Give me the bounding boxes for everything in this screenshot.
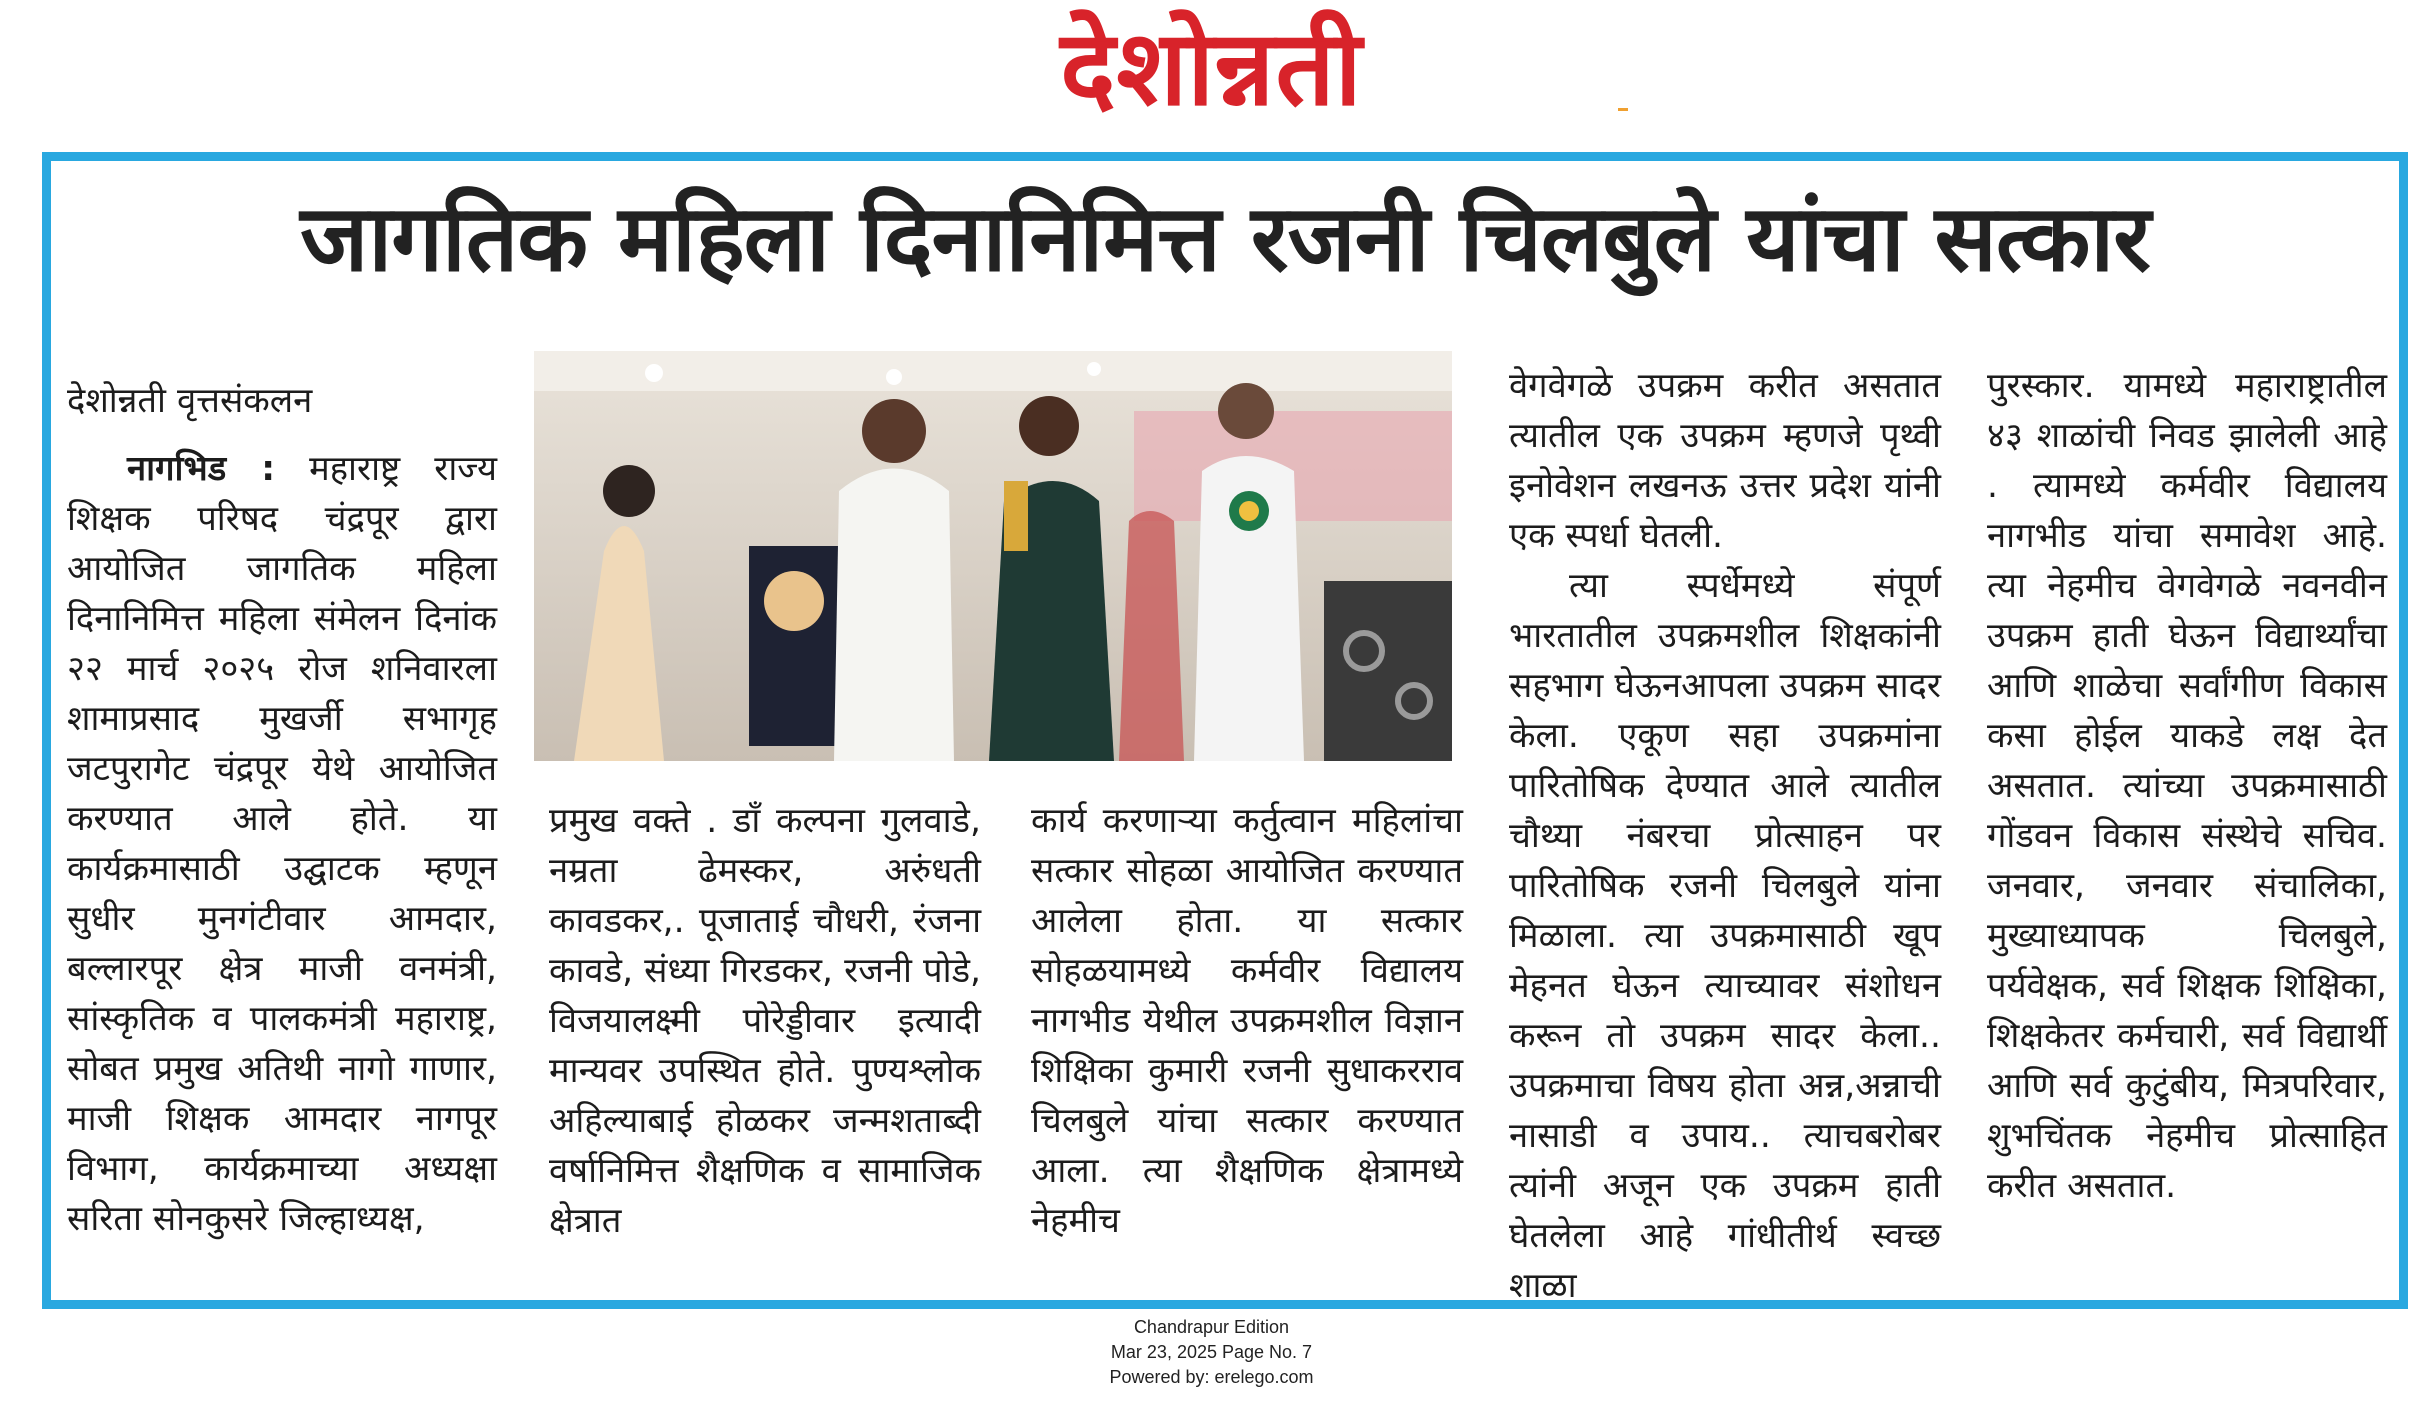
edition-label: Chandrapur Edition: [1133, 1317, 1290, 1337]
article-column-2: [549, 796, 981, 1246]
date-page-label: Mar 23, 2025 Page No. 7: [1110, 1342, 1313, 1362]
column-4-paragraph-1: वेगवेगळे उपक्रम करीत असतात त्यातील एक उपक्रम म्हणजे पृथ्वी इनोवेशन लखनऊ उत्तर प्रदेश यांनी एक स्पर्धा घेतली.: [1509, 366, 1941, 556]
felicitation-photo-image: [534, 351, 1452, 761]
article-column-3: [1031, 796, 1463, 1246]
article-photo: [534, 351, 1452, 761]
article-column-4: [1509, 361, 1941, 1311]
page-footer: [0, 1315, 2423, 1390]
article-dateline: नागभिड :: [127, 449, 276, 489]
article-byline: देशोन्नती वृत्तसंकलन: [67, 381, 313, 421]
column-2-text: प्रमुख वक्ते . डॉं कल्पना गुलवाडे, नम्रता ढेमस्कर, अरुंधती कावडकर,. पूजाताई चौधरी, रंजना कावडे, संध्या गिरडकर, रजनी पोडे, विजयालक्ष्मी पोरेड्डीवार इत्यादी मान्यवर उपस्थित होते. पुण्यश्लोक अहिल्याबाई होळकर जन्मशताब्दी वर्षानिमित्त शैक्षणिक व सामाजिक क्षेत्रात: [549, 801, 981, 1241]
article-paragraph: [67, 444, 497, 1244]
article-column-1: [67, 376, 497, 1244]
newspaper-logo: देशोन्नती: [1060, 7, 1363, 129]
column-4-paragraph-2: त्या स्पर्धेमध्ये संपूर्ण भारतातील उपक्रमशील शिक्षकांनी सहभाग घेऊनआपला उपक्रम सादर केला. एकूण सहा उपक्रमांना पारितोषिक देण्यात आले त्यातील चौथ्या नंबरचा प्रोत्साहन पर पारितोषिक रजनी चिलबुले यांना मिळाला. त्या उपक्रमासाठी खूप मेहनत घेऊन त्याच्यावर संशोधन करून तो उपक्रम सादर केला.. उपक्रमाचा विषय होता अन्न,अन्नाची नासाडी व उपाय.. त्याचबरोबर त्यांनी अजून एक उपक्रम हाती घेतलेला आहे गांधीतीर्थ स्वच्छ शाळा: [1509, 566, 1941, 1306]
article-frame: [42, 152, 2408, 1309]
article-headline: जागतिक महिला दिनानिमित्त रजनी चिलबुले यांचा सत्कार: [300, 185, 2150, 292]
column-3-text: कार्य करणाऱ्या कर्तुत्वान महिलांचा सत्कार सोहळा आयोजित करण्यात आलेला होता. या सत्कार सोहळयामध्ये कर्मवीर विद्यालय नागभीड येथील उपक्रमशील विज्ञान शिक्षिका कुमारी रजनी सुधाकरराव चिलबुले यांचा सत्कार करण्यात आला. त्या शैक्षणिक क्षेत्रामध्ये नेहमीच: [1031, 801, 1463, 1241]
article-column-5: [1987, 361, 2387, 1211]
powered-by-label: Powered by: erelego.com: [1109, 1367, 1314, 1387]
column-1-text: महाराष्ट्र राज्य शिक्षक परिषद चंद्रपूर द्वारा आयोजित जागतिक महिला दिनानिमित्त महिला संमेलन दिनांक २२ मार्च २०२५ रोज शनिवारला शामाप्रसाद मुखर्जी सभागृह जटपुरागेट चंद्रपूर येथे आयोजित करण्यात आले होते. या कार्यक्रमासाठी उद्घाटक म्हणून सुधीर मुनगंटीवार आमदार, बल्लारपूर क्षेत्र माजी वनमंत्री, सांस्कृतिक व पालकमंत्री महाराष्ट्र, सोबत प्रमुख अतिथी नागो गाणार, माजी शिक्षक आमदार नागपूर विभाग, कार्यक्रमाच्या अध्यक्षा सरिता सोनकुसरे जिल्हाध्यक्ष,: [67, 449, 498, 1239]
logo-accent-mark: [1618, 108, 1628, 111]
column-5-text: पुरस्कार. यामध्ये महाराष्ट्रातील ४३ शाळांची निवड झालेली आहे . त्यामध्ये कर्मवीर विद्यालय नागभीड यांचा समावेश आहे. त्या नेहमीच वेगवेगळे नवनवीन उपक्रम हाती घेऊन विद्यार्थ्यांचा आणि शाळेचा सर्वांगीण विकास कसा होईल याकडे लक्ष देत असतात. त्यांच्या उपक्रमासाठी गोंडवन विकास संस्थेचे सचिव. जनवार, जनवार संचालिका, मुख्याध्यापक चिलबुले, पर्यवेक्षक, सर्व शिक्षक शिक्षिका, शिक्षकेतर कर्मचारी, सर्व विद्यार्थी आणि सर्व कुटुंबीय, मित्रपरिवार, शुभचिंतक नेहमीच प्रोत्साहित करीत असतात.: [1987, 366, 2387, 1206]
masthead: [0, 0, 2423, 140]
